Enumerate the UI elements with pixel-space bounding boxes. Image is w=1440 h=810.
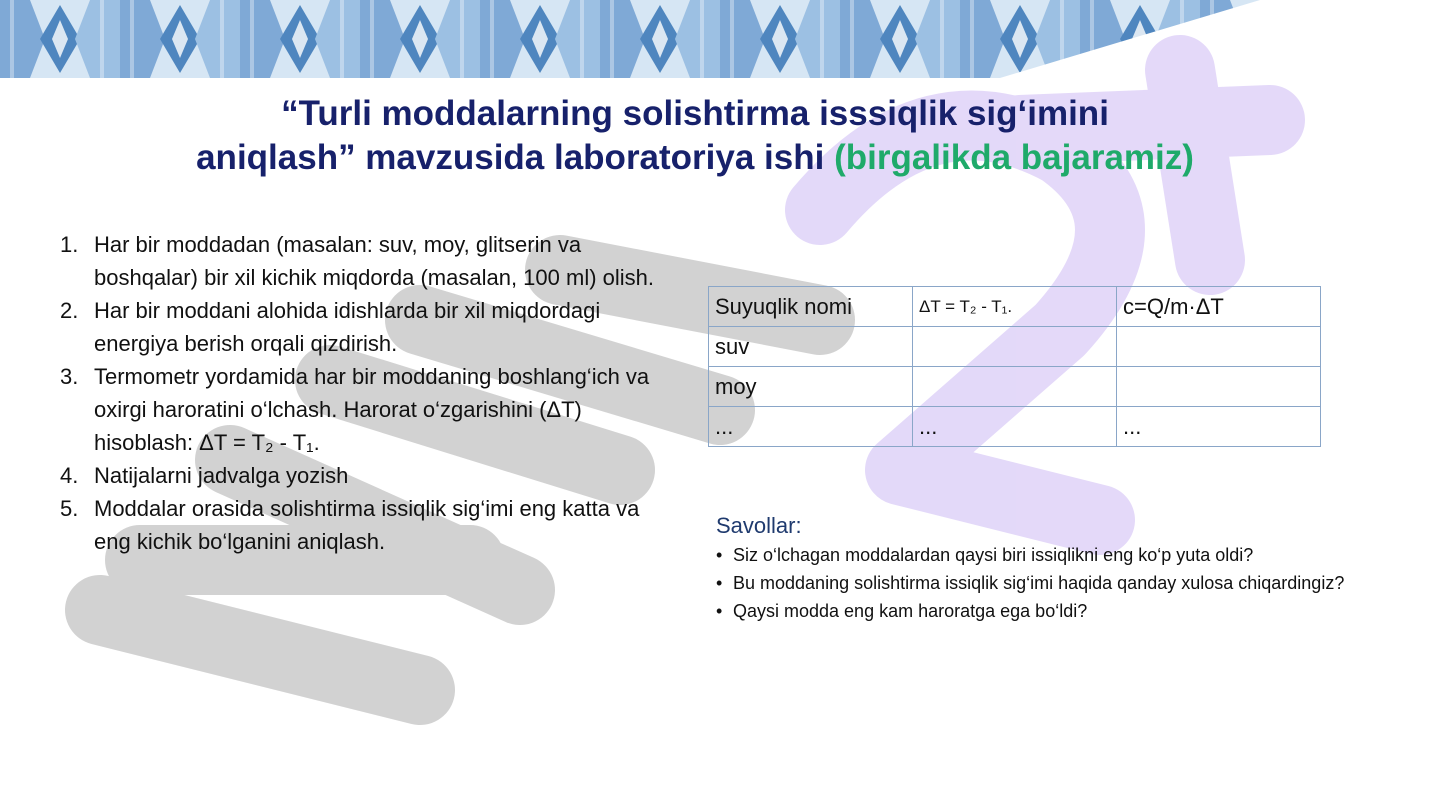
title-highlight: (birgalikda bajaramiz) — [834, 138, 1194, 177]
table-cell: ... — [913, 407, 1117, 447]
questions-section — [716, 511, 1436, 625]
table-row — [709, 327, 1321, 367]
step-number: 1. — [60, 232, 79, 257]
step-text: Har bir moddadan (masalan: suv, moy, glitserin va boshqalar) bir xil kichik miqdorda (masalan, 100 ml) olish. — [94, 232, 655, 290]
table-cell — [913, 367, 1117, 407]
question-text: Bu moddaning solishtirma issiqlik sig‘imi haqida qanday xulosa chiqardingiz? — [733, 573, 1345, 593]
question-item — [716, 541, 1436, 569]
questions-heading: Savollar: — [716, 513, 802, 538]
bullet-icon: • — [716, 545, 723, 565]
title-line-1: “Turli moddalarning solishtirma isssiqlik sig‘imini — [281, 94, 1109, 133]
step-text: Har bir moddani alohida idishlarda bir xil miqdordagi energiya berish orqali qizdirish. — [94, 298, 601, 356]
table-cell: suv — [709, 327, 913, 367]
table-cell — [1117, 327, 1321, 367]
table-row — [709, 367, 1321, 407]
title-line-2-main: aniqlash” mavzusida laboratoriya ishi — [196, 138, 835, 177]
question-item — [716, 597, 1436, 625]
question-text: Qaysi modda eng kam haroratga ega bo‘ldi? — [733, 601, 1088, 621]
step-number: 3. — [60, 364, 79, 389]
table-cell — [1117, 367, 1321, 407]
step-item — [60, 360, 660, 459]
header-delta-t: ΔT = T₂ - T₁. — [913, 287, 1117, 327]
bullet-icon: • — [716, 573, 723, 593]
table-header-row — [709, 287, 1321, 327]
table-cell: ... — [1117, 407, 1321, 447]
step-number: 2. — [60, 298, 79, 323]
header-liquid-name: Suyuqlik nomi — [709, 287, 913, 327]
table-cell: ... — [709, 407, 913, 447]
title-line-2 — [60, 136, 1330, 180]
header-specific-heat: c=Q/m·ΔT — [1117, 287, 1321, 327]
ikat-pattern-banner — [0, 0, 1440, 78]
step-text: Natijalarni jadvalga yozish — [94, 463, 349, 488]
step-item — [60, 459, 660, 492]
results-table — [708, 286, 1321, 447]
step-item — [60, 294, 660, 360]
step-number: 5. — [60, 496, 79, 521]
step-text: Termometr yordamida har bir moddaning boshlang‘ich va oxirgi haroratini o‘lchash. Harorat o‘zgarishini (ΔT) hisoblash: ΔT = T₂ - T₁. — [94, 364, 650, 455]
step-item — [60, 492, 660, 558]
page-title — [60, 92, 1330, 180]
bullet-icon: • — [716, 601, 723, 621]
table-row — [709, 407, 1321, 447]
question-text: Siz o‘lchagan moddalardan qaysi biri issiqlikni eng ko‘p yuta oldi? — [733, 545, 1254, 565]
table-cell — [913, 327, 1117, 367]
question-item — [716, 569, 1436, 597]
questions-list — [716, 541, 1436, 625]
step-number: 4. — [60, 463, 79, 488]
procedure-steps-list — [60, 228, 660, 558]
step-item — [60, 228, 660, 294]
table-cell: moy — [709, 367, 913, 407]
step-text: Moddalar orasida solishtirma issiqlik sig‘imi eng katta va eng kichik bo‘lganini aniqlash. — [94, 496, 640, 554]
